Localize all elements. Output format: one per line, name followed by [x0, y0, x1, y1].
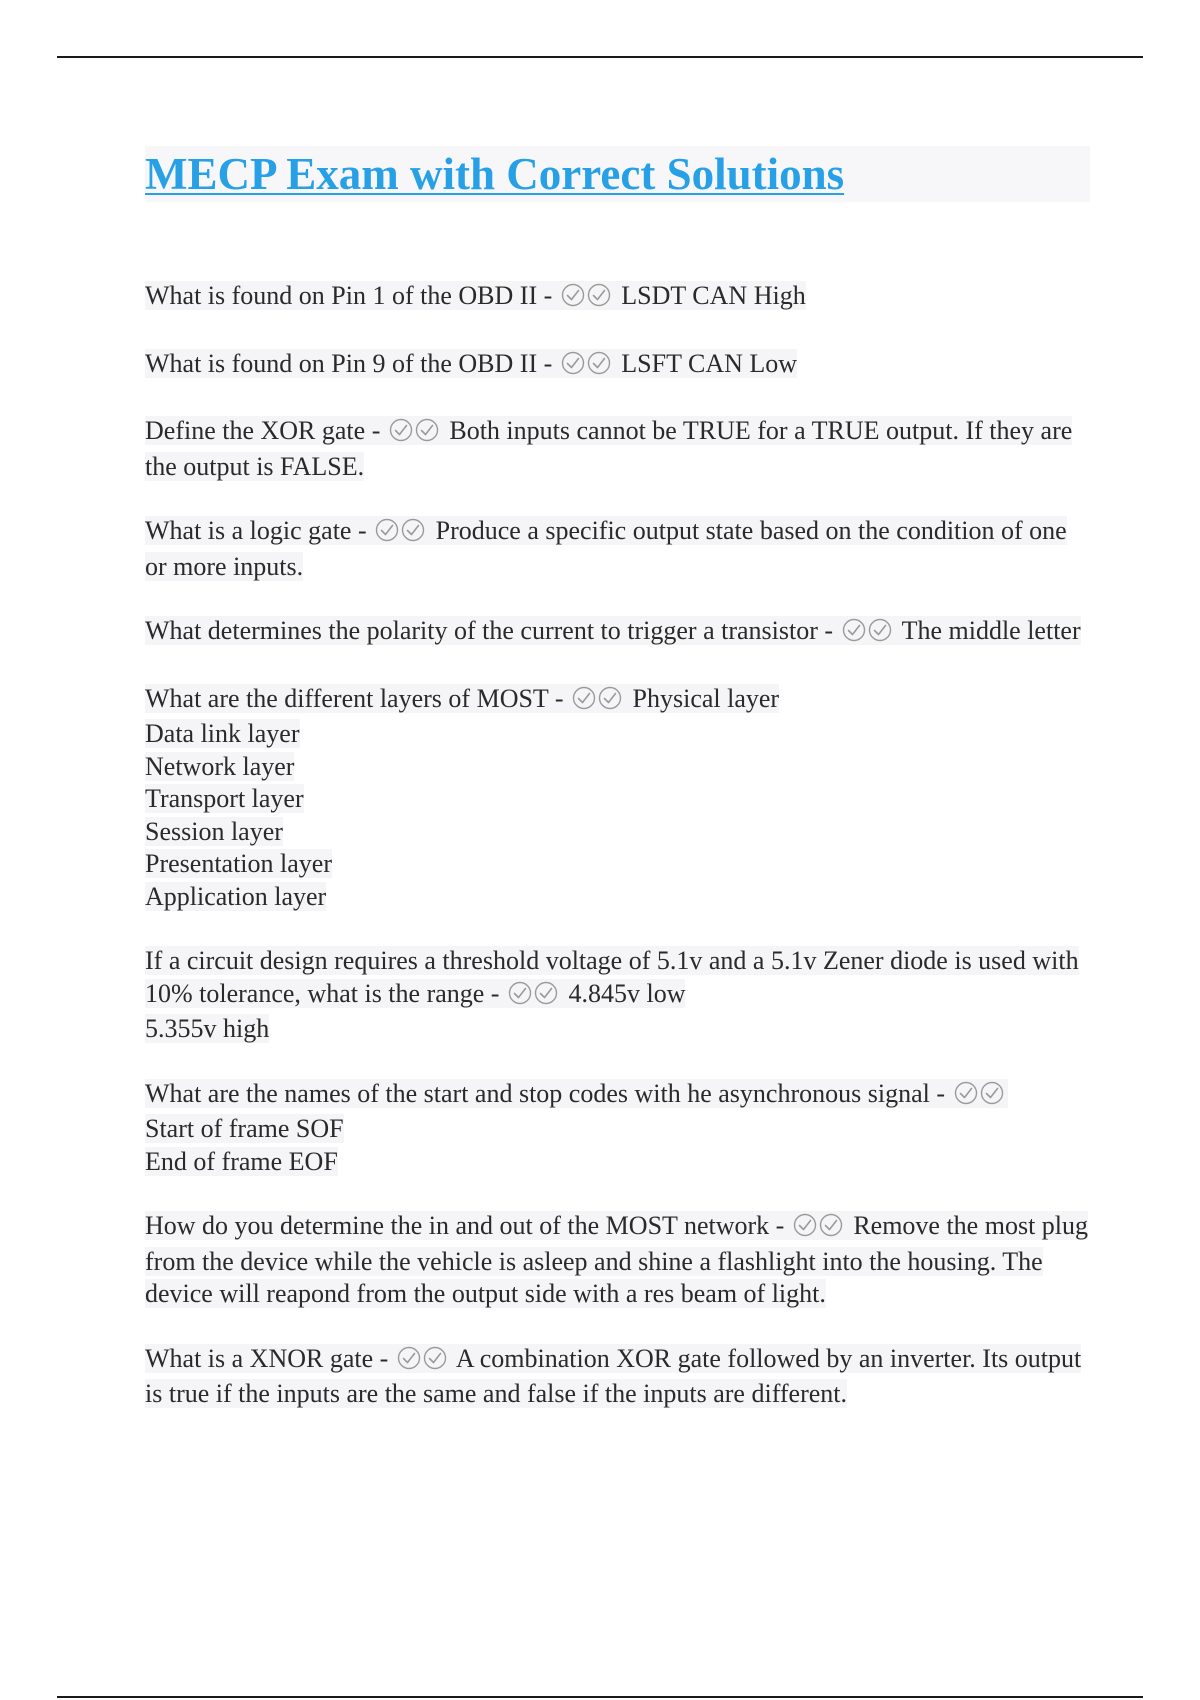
check-circle-icon [954, 1081, 978, 1105]
question-text: What are the names of the start and stop codes with he asynchronous signal - [145, 1078, 945, 1108]
check-circle-icon [561, 351, 585, 375]
qa-first-line [145, 515, 1090, 583]
answer-text: Produce a specific output state based on the condition of one or more inputs. [145, 516, 1067, 581]
answer-line [145, 816, 1090, 849]
answer-text: Transport layer [145, 784, 304, 813]
answer-text: LSFT CAN Low [621, 348, 798, 378]
qa-first-line [145, 1343, 1090, 1411]
qa-highlight [145, 1344, 1081, 1409]
qa-item [145, 1343, 1090, 1411]
qa-item [145, 515, 1090, 583]
check-circle-icon [397, 1346, 421, 1370]
check-circle-icon [868, 618, 892, 642]
check-circle-icon [534, 981, 558, 1005]
double-check-circle-icon [561, 351, 613, 384]
qa-highlight [145, 516, 1067, 581]
question-text: How do you determine the in and out of the MOST network - [145, 1211, 785, 1240]
qa-item [145, 615, 1090, 651]
answer-text: Network layer [145, 751, 295, 781]
question-text: What is found on Pin 9 of the OBD II - [145, 348, 553, 378]
double-check-circle-icon [793, 1213, 845, 1246]
qa-item [145, 415, 1090, 483]
qa-first-line [145, 683, 1090, 719]
check-circle-icon [389, 418, 413, 442]
question-text: What is found on Pin 1 of the OBD II - [145, 281, 553, 310]
answer-text: 4.845v low [568, 978, 686, 1008]
qa-list [145, 280, 1090, 1411]
qa-highlight [145, 281, 806, 310]
question-text: What is a logic gate - [145, 516, 367, 545]
double-check-circle-icon [389, 418, 441, 451]
check-circle-icon [842, 618, 866, 642]
qa-first-line [145, 1078, 1090, 1114]
qa-highlight [145, 1211, 1088, 1308]
question-text: If a circuit design requires a threshold voltage of 5.1v and a 5.1v Zener diode is used with 10% tolerance, what is the range - [145, 946, 1079, 1008]
qa-item [145, 1078, 1090, 1179]
bottom-rule [57, 1696, 1143, 1698]
check-circle-icon [587, 283, 611, 307]
qa-highlight [145, 684, 779, 713]
check-circle-icon [793, 1213, 817, 1237]
answer-line [145, 1113, 1090, 1146]
check-circle-icon [598, 686, 622, 710]
check-circle-icon [572, 686, 596, 710]
double-check-circle-icon [397, 1346, 449, 1379]
answer-text: End of frame EOF [145, 1146, 338, 1176]
qa-highlight [145, 349, 797, 378]
check-circle-icon [401, 518, 425, 542]
question-text: What determines the polarity of the current to trigger a transistor - [145, 616, 834, 645]
answer-line [145, 718, 1090, 751]
title-block [145, 146, 1090, 202]
double-check-circle-icon [572, 686, 624, 719]
check-circle-icon [587, 351, 611, 375]
answer-text: Data link layer [145, 719, 300, 748]
answer-text: The middle letter [901, 616, 1081, 645]
qa-item [145, 348, 1090, 384]
qa-item [145, 683, 1090, 914]
page-title[interactable]: MECP Exam with Correct Solutions [145, 149, 845, 199]
answer-line [145, 1013, 1090, 1046]
question-text: What is a XNOR gate - [145, 1343, 389, 1373]
answer-line [145, 848, 1090, 881]
answer-text: Both inputs cannot be TRUE for a TRUE output. If they are the output is FALSE. [145, 416, 1073, 481]
double-check-circle-icon [954, 1081, 1006, 1114]
double-check-circle-icon [842, 618, 894, 651]
qa-item [145, 1210, 1090, 1311]
qa-item [145, 280, 1090, 316]
check-circle-icon [375, 518, 399, 542]
qa-highlight [145, 416, 1072, 481]
qa-first-line [145, 415, 1090, 483]
question-text: Define the XOR gate - [145, 416, 381, 445]
answer-text: Start of frame SOF [145, 1114, 344, 1143]
qa-item [145, 945, 1090, 1046]
qa-highlight [145, 1079, 1008, 1108]
qa-first-line [145, 280, 1090, 316]
answer-text: Application layer [145, 881, 327, 911]
check-circle-icon [508, 981, 532, 1005]
qa-first-line [145, 348, 1090, 384]
answer-text: LSDT CAN High [621, 281, 806, 310]
qa-first-line [145, 615, 1090, 651]
qa-highlight [145, 616, 1081, 645]
answer-text: Presentation layer [145, 849, 332, 878]
check-circle-icon [561, 283, 585, 307]
answer-text: Physical layer [632, 683, 780, 713]
answer-line [145, 881, 1090, 914]
check-circle-icon [980, 1081, 1004, 1105]
qa-first-line [145, 1210, 1090, 1311]
document-body [145, 146, 1090, 1443]
check-circle-icon [819, 1213, 843, 1237]
double-check-circle-icon [375, 518, 427, 551]
check-circle-icon [423, 1346, 447, 1370]
question-text: What are the different layers of MOST - [145, 683, 564, 713]
double-check-circle-icon [561, 283, 613, 316]
qa-first-line [145, 945, 1090, 1013]
answer-text: Session layer [145, 816, 283, 846]
answer-line [145, 1146, 1090, 1179]
answer-line [145, 751, 1090, 784]
answer-text: Remove the most plug from the device while the vehicle is asleep and shine a flashlight into the housing. The device will reapond from the output side with a res beam of light. [145, 1211, 1089, 1308]
check-circle-icon [415, 418, 439, 442]
answer-line [145, 783, 1090, 816]
double-check-circle-icon [508, 981, 560, 1014]
qa-highlight [145, 946, 1079, 1008]
answer-text: 5.355v high [145, 1014, 270, 1043]
answer-text: A combination XOR gate followed by an inverter. Its output is true if the inputs are the same and false if the inputs are different. [145, 1343, 1082, 1408]
top-rule [57, 56, 1143, 58]
